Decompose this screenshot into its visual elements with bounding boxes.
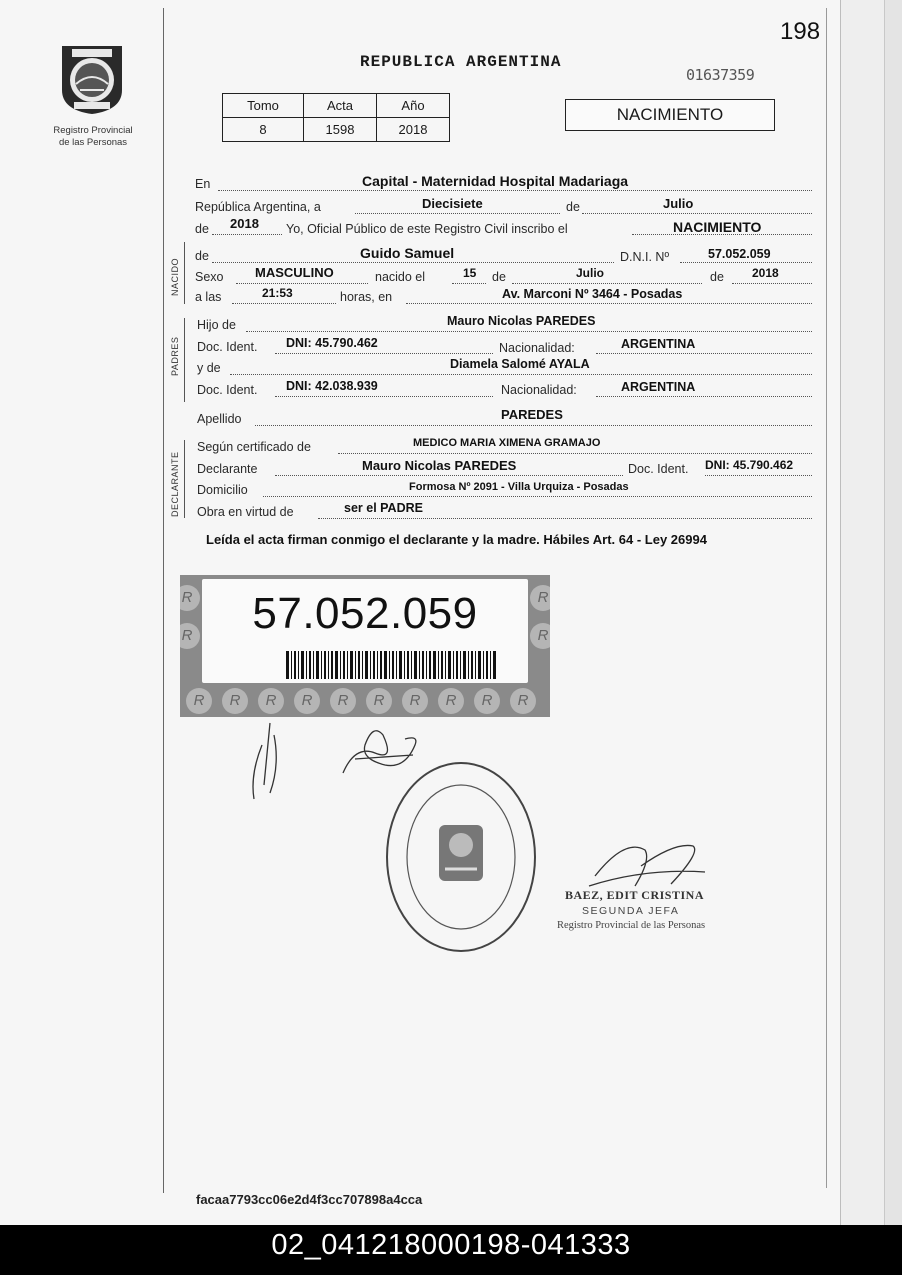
section-label-padres: PADRES [170,336,180,376]
section-bracket-padres [184,318,193,402]
section-bracket-declarante [184,440,193,518]
label-nacido-el: nacido el [375,270,426,284]
dotted-line [263,496,812,497]
label-a-las: a las [195,290,222,304]
sticker-r-mark: R [510,688,536,714]
birth-day-value: 15 [463,266,477,280]
record-table [222,93,450,142]
name-value: Guido Samuel [360,245,455,261]
day-words-value: Diecisiete [422,196,483,211]
label-declarante: Declarante [197,462,258,476]
label-doc-ident-2: Doc. Ident. [197,383,258,397]
dotted-line [406,303,812,304]
record-acta: 1598 [304,118,377,142]
label-republica: República Argentina, a [195,200,321,214]
registry-caption-line1: Registro Provincial [53,125,133,136]
label-de: de [566,200,580,214]
official-stamp [383,759,539,955]
sticker-r-mark: R [402,688,428,714]
record-anio: 2018 [377,118,450,142]
dotted-line [338,453,812,454]
label-sexo: Sexo [195,270,224,284]
section-bracket-nacido [184,242,193,304]
label-segun-certificado: Según certificado de [197,440,311,454]
dotted-line [318,518,812,519]
official-role: SEGUNDA JEFA [582,905,680,917]
footer-id: 02_041218000198-041333 [271,1229,631,1261]
place-value: Capital - Maternidad Hospital Madariaga [362,173,629,189]
dotted-line [512,283,702,284]
dotted-line [452,283,486,284]
dotted-line [246,331,812,332]
footer-bar [0,1225,902,1275]
label-hijo-de: Hijo de [197,318,236,332]
record-type-box: NACIMIENTO [565,99,775,131]
signature-declarant [240,715,300,807]
sticker-r-mark: R [180,585,200,611]
dni-value: 57.052.059 [708,247,771,261]
label-de-mes: de [492,270,506,284]
label-horas-en: horas, en [340,290,393,304]
record-tomo: 8 [223,118,304,142]
sex-value: MASCULINO [255,265,334,280]
dotted-line [732,283,812,284]
father-nationality-value: ARGENTINA [621,337,696,351]
label-domicilio: Domicilio [197,483,248,497]
dotted-line [255,425,812,426]
sticker-r-mark: R [530,585,550,611]
label-doc-ident: Doc. Ident. [197,340,258,354]
registry-caption-line2: de las Personas [58,137,128,148]
address-value: Formosa Nº 2091 - Villa Urquiza - Posadas [409,481,629,493]
serial-number: 01637359 [686,66,755,84]
father-doc-value: DNI: 45.790.462 [286,336,378,350]
act-type-value: NACIMIENTO [673,219,762,235]
label-yo-oficial: Yo, Oficial Público de este Registro Civil inscribo el [286,222,568,236]
dotted-line [212,262,614,263]
dni-sticker-number: 57.052.059 [252,589,478,638]
father-value: Mauro Nicolas PAREDES [447,314,596,328]
document-title: REPUBLICA ARGENTINA [360,53,562,71]
record-header-row [223,94,450,118]
sticker-r-mark: R [180,623,200,649]
barcode [286,651,496,679]
label-doc-ident-3: Doc. Ident. [628,462,689,476]
year-value: 2018 [230,216,259,231]
by-virtue-value: ser el PADRE [344,501,423,515]
registry-seal-logo [54,40,130,116]
registry-caption [40,125,146,149]
sticker-r-mark: R [438,688,464,714]
dotted-line [705,475,812,476]
label-obra-en-virtud: Obra en virtud de [197,505,294,519]
month-value: Julio [663,196,694,211]
declarant-value: Mauro Nicolas PAREDES [362,458,517,473]
dotted-line [232,303,336,304]
birth-year-value: 2018 [752,266,779,280]
signature-official [585,836,710,896]
official-organization: Registro Provincial de las Personas [557,920,706,931]
label-dni: D.N.I. Nº [620,250,670,264]
dotted-line [218,190,812,191]
dotted-line [680,262,812,263]
sticker-r-mark: R [530,623,550,649]
declarant-doc-value: DNI: 45.790.462 [705,458,794,472]
section-label-declarante: DECLARANTE [170,451,180,517]
right-margin-line [826,8,827,1188]
certificate-by-value: MEDICO MARIA XIMENA GRAMAJO [413,437,601,449]
label-nacionalidad: Nacionalidad: [499,341,575,355]
record-value-row [223,118,450,142]
sticker-r-mark: R [222,688,248,714]
sticker-r-mark: R [258,688,284,714]
sticker-r-mark: R [474,688,500,714]
label-de2: de [195,222,209,236]
record-header-tomo: Tomo [223,94,304,118]
label-en: En [195,177,211,191]
label-y-de: y de [197,361,221,375]
dotted-line [275,396,493,397]
sticker-r-mark: R [294,688,320,714]
label-nacionalidad-2: Nacionalidad: [501,383,577,397]
label-apellido: Apellido [197,412,242,426]
label-de-nombre: de [195,249,209,263]
dotted-line [212,234,282,235]
dni-sticker [180,575,550,717]
dotted-line [275,475,623,476]
sticker-r-mark: R [330,688,356,714]
birth-place-value: Av. Marconi Nº 3464 - Posadas [502,287,683,301]
dotted-line [230,374,812,375]
mother-doc-value: DNI: 42.038.939 [286,379,378,393]
legal-note: Leída el acta firman conmigo el declarante y la madre. Hábiles Art. 64 - Ley 26994 [206,532,707,547]
dni-sticker-label [202,579,528,683]
birth-time-value: 21:53 [262,286,293,300]
surname-value: PAREDES [501,407,563,422]
official-name: BAEZ, EDIT CRISTINA [565,888,704,902]
birth-month-value: Julio [576,266,605,280]
margin-line [163,8,164,1193]
sticker-r-mark: R [366,688,392,714]
document-hash: facaa7793cc06e2d4f3cc707898a4cca [196,1192,423,1207]
label-de-anio: de [710,270,724,284]
record-header-acta: Acta [304,94,377,118]
dotted-line [582,213,812,214]
sticker-r-mark: R [186,688,212,714]
dotted-line [275,353,493,354]
mother-value: Diamela Salomé AYALA [450,357,590,371]
mother-nationality-value: ARGENTINA [621,380,696,394]
dotted-line [596,396,812,397]
page-number: 198 [780,18,821,45]
dotted-line [355,213,560,214]
dotted-line [236,283,368,284]
section-label-nacido: NACIDO [170,257,180,296]
record-header-anio: Año [377,94,450,118]
sheet-edge-back [884,0,902,1225]
dotted-line [596,353,812,354]
